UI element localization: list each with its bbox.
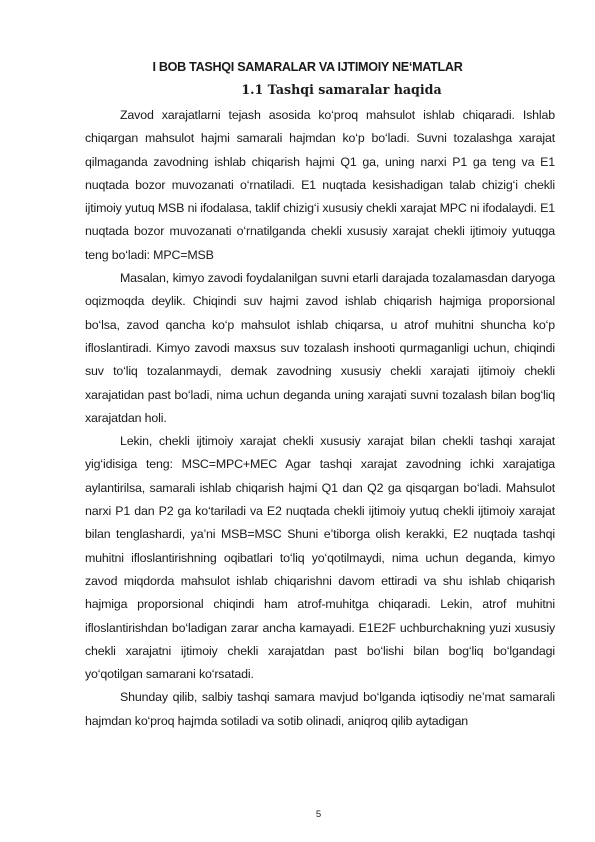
- page-number: 5: [315, 809, 322, 820]
- chapter-title: I BOB TASHQI SAMARALAR VA IJTIMOIY NE‘MATLAR: [152, 60, 463, 74]
- paragraph: Shunday qilib, salbiy tashqi samara mavjud bo‘lganda iqtisodiy ne’mat samarali hajmdan ko‘proq hajmda sotiladi va sotib olinadi, aniqroq qilib aytadigan: [85, 690, 555, 728]
- section-title: 1.1 Tashqi samaralar haqida: [241, 82, 442, 97]
- paragraph: Zavod xarajatlarni tejash asosida ko‘proq mahsulot ishlab chiqaradi. Ishlab chiqargan mahsulot hajmi samarali hajmdan ko‘p bo‘ladi. Suvni tozalashga xarajat qilmaganda zavodning ishlab chiqarish hajmi Q1 ga, uning narxi P1 ga teng va E1 nuqtada bozor muvozanati o‘rnatiladi. E1 nuqtada kesishadigan talab chizig‘i chekli ijtimoiy yutuq MSB ni ifodalasa, taklif chizig‘i xususiy chekli xarajat MPC ni ifodalaydi. E1 nuqtada bozor muvozanati o‘rnatilganda chekli xususiy xarajat chekli ijtimoiy yutuqga teng bo‘ladi: MPC=MSB: [85, 108, 555, 262]
- body-text: [85, 104, 555, 733]
- paragraph: Masalan, kimyo zavodi foydalanilgan suvni etarli darajada tozalamasdan daryoga oqizmoqda deylik. Chiqindi suv hajmi zavod ishlab chiqarish hajmiga proporsional bo‘lsa, zavod qancha ko‘p mahsulot ishlab chiqarsa, u atrof muhitni shuncha ko‘p ifloslantiradi. Kimyo zavodi maxsus suv tozalash inshooti qurmaganligi uchun, chiqindi suv to‘liq tozalanmaydi, demak zavodning xususiy chekli xarajati ijtimoiy chekli xarajatidan past bo‘ladi, nima uchun deganda uning xarajati suvni tozalash bilan bog‘liq xarajatdan holi.: [85, 271, 555, 425]
- paragraph: Lekin, chekli ijtimoiy xarajat chekli xususiy xarajat bilan chekli tashqi xarajat yig‘idisiga teng: MSC=MPC+MEC Agar tashqi xarajat zavodning ichki xarajatiga aylantirilsa, samarali ishlab chiqarish hajmi Q1 dan Q2 ga qisqargan bo‘ladi. Mahsulot narxi P1 dan P2 ga ko‘tariladi va E2 nuqtada chekli ijtimoiy yutuq chekli ijtimoiy xarajat bilan tenglashardi, ya’ni MSB=MSC Shuni e’tiborga olish kerakki, E2 nuqtada tashqi muhitni ifloslantirishning oqibatlari to‘liq yo‘qotilmaydi, nima uchun deganda, kimyo zavod miqdorda mahsulot ishlab chiqarishni davom ettiradi va shu ishlab chiqarish hajmiga proporsional chiqindi ham atrof-muhitga chiqaradi. Lekin, atrof muhitni ifloslantirishdan bo‘ladigan zarar ancha kamayadi. E1E2F uchburchakning yuzi xususiy chekli xarajatni ijtimoiy chekli xarajatdan past bo‘lishi bilan bog‘liq bo‘lgandagi yo‘qotilgan samarani ko‘rsatadi.: [85, 434, 555, 682]
